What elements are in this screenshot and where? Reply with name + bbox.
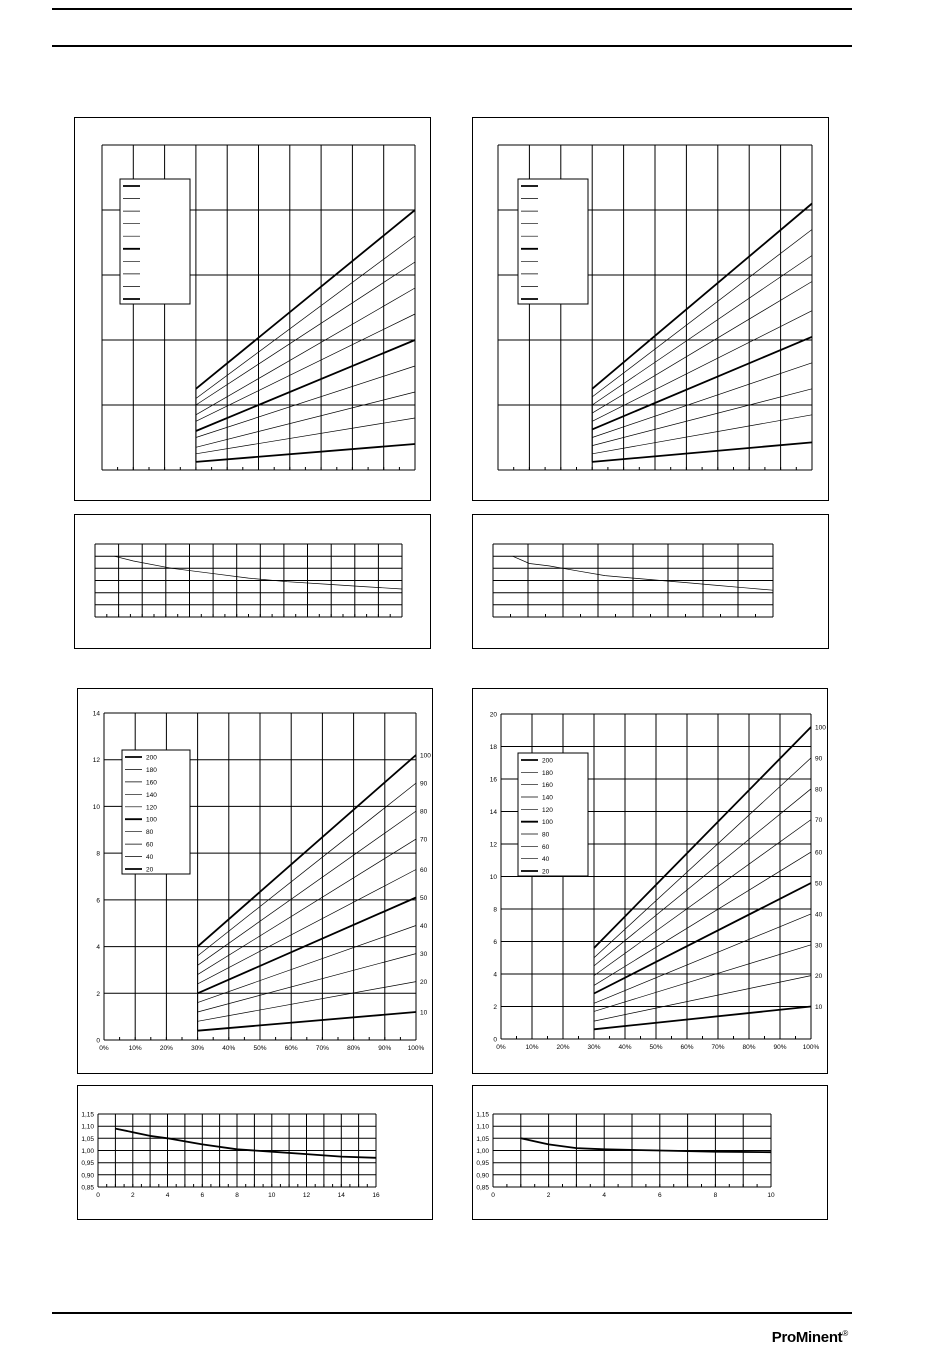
y-tick-label: 0,85 [81,1184,94,1192]
series-line-8 [198,954,416,1012]
y-tick-label: 1,05 [476,1135,489,1143]
y-tick-label: 18 [489,744,497,751]
x-tick-label: 80% [347,1045,361,1052]
series-line-3 [196,262,415,405]
series-line-7 [594,914,811,1003]
series-line-7 [198,926,416,1003]
right-label-5: 60 [420,867,428,874]
y-tick-label: 12 [489,841,497,849]
right-label-6: 50 [420,895,428,902]
legend-label-8: 60 [146,841,154,849]
right-label-9: 20 [420,979,428,987]
x-tick-label: 10% [525,1044,539,1051]
right-label-6: 50 [815,880,823,888]
series-line-3 [594,789,811,966]
y-tick-label: 4 [493,971,497,979]
chart-main-tr [473,118,830,502]
legend-label-7: 80 [146,829,154,837]
right-label-9: 20 [815,973,823,981]
x-tick-label: 2 [546,1192,551,1199]
x-tick-label: 0 [96,1192,100,1199]
series-line-2 [198,783,416,956]
series-line-4 [592,282,812,414]
series-line-1 [513,556,773,590]
gridlines [98,1114,376,1187]
y-tick-label: 0,85 [476,1184,489,1192]
header-rule-bottom [52,45,852,47]
legend-label-5: 120 [542,806,553,814]
brand-name: ProMinent [771,1329,843,1346]
right-label-2: 90 [420,780,428,788]
y-tick-label: 4 [96,944,100,952]
y-tick-label: 12 [92,757,100,765]
right-label-3: 80 [420,808,428,816]
y-tick-label: 2 [493,1004,497,1011]
y-tick-label: 1,10 [81,1123,94,1131]
series-line-9 [594,976,811,1022]
right-label-8: 30 [420,951,428,959]
series-line-10 [196,444,415,462]
chart-corr-tl [75,515,432,650]
series-line-8 [196,392,415,447]
y-tick-label: 14 [489,809,497,816]
chart-box-main-br [472,688,828,1074]
series-line-10 [198,1012,416,1031]
y-tick-label: 0,95 [81,1160,94,1168]
y-tick-label: 0,90 [81,1172,94,1180]
series-line-2 [594,758,811,958]
chart-corr-bl [78,1086,434,1221]
series-line-6 [196,340,415,431]
y-tick-label: 1,15 [476,1111,489,1119]
y-tick-label: 16 [489,776,497,784]
right-label-7: 40 [815,911,823,919]
right-label-2: 90 [815,755,823,763]
x-tick-label: 100% [407,1045,425,1052]
series-line-10 [592,442,812,462]
legend-label-2: 180 [542,769,553,777]
series-line-5 [198,870,416,984]
series-line-1 [196,210,415,389]
chart-main-bl [78,689,434,1075]
y-tick-label: 1,15 [81,1111,94,1119]
series-line-7 [592,363,812,438]
series-line-6 [592,337,812,430]
x-tick-label: 10 [767,1192,775,1199]
right-label-7: 40 [420,923,428,930]
x-tick-label: 90% [773,1044,787,1051]
x-tick-label: 0% [496,1044,506,1051]
x-tick-label: 50% [649,1044,663,1051]
right-label-8: 30 [815,942,823,950]
x-tick-label: 30% [191,1045,205,1052]
x-tick-label: 8 [713,1192,718,1199]
x-tick-label: 40% [618,1044,632,1051]
y-tick-label: 0,95 [476,1160,489,1168]
x-tick-label: 30% [587,1044,601,1051]
y-tick-label: 10 [489,874,497,881]
series-line-1 [592,204,812,389]
x-tick-label: 16 [372,1192,380,1199]
legend-box [120,179,190,304]
x-tick-label: 60% [284,1045,298,1052]
series-line-1 [594,727,811,948]
chart-main-tl [75,118,432,502]
right-label-5: 60 [815,849,823,857]
right-label-10: 10 [420,1009,428,1017]
x-tick-label: 0 [491,1192,495,1199]
legend-label-2: 180 [146,766,157,774]
series-line-5 [594,852,811,985]
x-tick-label: 20% [556,1044,570,1051]
y-tick-label: 1,10 [476,1123,489,1131]
chart-box-corr-tr [472,514,829,649]
gridlines [95,544,402,617]
x-tick-label: 10 [268,1192,276,1199]
chart-corr-tr [473,515,830,650]
chart-box-corr-tl [74,514,431,649]
x-tick-label: 60% [680,1044,694,1051]
y-tick-label: 10 [92,803,100,811]
gridlines [493,544,773,617]
x-tick-label: 100% [802,1044,820,1051]
series-line-9 [196,418,415,454]
chart-main-br [473,689,829,1075]
legend-label-10: 20 [146,866,154,874]
series-line-1 [114,556,402,589]
series-line-6 [198,898,416,994]
right-label-1: 100 [420,752,431,760]
x-tick-label: 20% [159,1045,173,1052]
series-line-4 [196,288,415,415]
x-tick-label: 2 [130,1192,135,1199]
chart-box-main-bl [77,688,433,1074]
x-tick-label: 80% [742,1044,756,1051]
x-tick-label: 4 [165,1192,170,1199]
x-tick-label: 50% [253,1045,267,1052]
right-label-3: 80 [815,786,823,794]
x-tick-label: 8 [235,1192,239,1199]
right-label-4: 70 [420,836,428,844]
series-line-4 [198,839,416,975]
x-tick-label: 14 [337,1192,345,1199]
legend-label-8: 60 [542,843,550,851]
chart-corr-br [473,1086,829,1221]
series-line-1 [198,755,416,947]
legend-box [518,179,588,304]
brand-mark: ® [842,1329,848,1338]
y-tick-label: 2 [96,990,100,998]
y-tick-label: 8 [96,850,100,858]
x-tick-label: 90% [378,1045,392,1052]
legend-label-10: 20 [542,868,550,876]
y-tick-label: 6 [96,897,100,905]
series-line-7 [196,366,415,438]
x-tick-label: 4 [602,1192,607,1199]
y-tick-label: 0,90 [476,1172,489,1180]
chart-box-main-tl [74,117,431,501]
chart-box-corr-bl [77,1085,433,1220]
series-line-4 [594,820,811,976]
series-line-6 [594,883,811,994]
legend-label-7: 80 [542,831,550,839]
legend-label-3: 160 [146,779,157,787]
y-tick-label: 20 [489,711,497,719]
y-tick-label: 8 [493,906,497,914]
series-line-10 [594,1007,811,1030]
series-line-8 [592,389,812,446]
y-tick-label: 6 [493,939,497,946]
y-tick-label: 1,00 [81,1148,94,1155]
right-label-1: 100 [815,724,826,732]
header-rule-top [52,8,852,10]
x-tick-label: 40% [222,1045,236,1052]
y-tick-label: 0 [493,1036,497,1044]
series-line-3 [198,811,416,965]
series-line-8 [594,945,811,1012]
legend-label-1: 200 [146,754,157,762]
legend-label-4: 140 [146,791,157,799]
series-line-9 [592,415,812,454]
series-line-1 [115,1129,376,1158]
legend-label-6: 100 [146,816,157,824]
series-line-2 [592,230,812,397]
legend-label-1: 200 [542,757,553,765]
right-label-10: 10 [815,1004,823,1011]
chart-box-main-tr [472,117,829,501]
x-tick-label: 0% [99,1045,109,1052]
legend-box [518,753,588,876]
x-tick-label: 70% [315,1045,329,1052]
y-tick-label: 14 [92,710,100,718]
x-tick-label: 6 [657,1192,662,1199]
x-tick-label: 10% [128,1045,142,1052]
series-line-2 [196,236,415,399]
legend-label-9: 40 [146,854,154,862]
footer-rule [52,1312,852,1314]
x-tick-label: 70% [711,1044,725,1051]
brand-logo [772,1329,848,1346]
legend-label-9: 40 [542,856,550,864]
chart-box-corr-br [472,1085,828,1220]
y-tick-label: 0 [96,1037,100,1045]
legend-label-6: 100 [542,819,553,827]
legend-label-5: 120 [146,804,157,812]
x-tick-label: 6 [200,1192,205,1199]
y-tick-label: 1,05 [81,1135,94,1143]
legend-label-4: 140 [542,794,553,802]
x-tick-label: 12 [302,1192,311,1199]
right-label-4: 70 [815,817,823,825]
y-tick-label: 1,00 [476,1148,489,1155]
legend-label-3: 160 [542,782,553,790]
